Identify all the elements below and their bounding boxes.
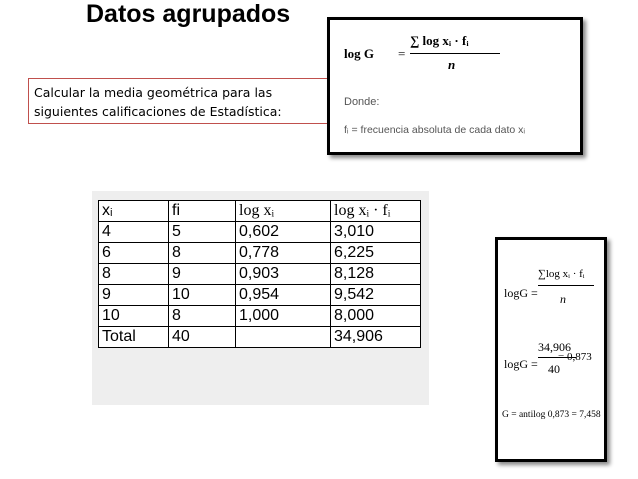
donde-label: Donde: [344, 96, 380, 108]
cell-log-xi: 0,602 [236, 222, 331, 243]
calc-result-2: = 0,873 [558, 351, 592, 363]
cell-xi: 4 [99, 222, 169, 243]
calc-lhs-1: logG = [504, 286, 538, 300]
cell-log-xi-fi: 3,010 [331, 222, 421, 243]
fraction-bar [410, 53, 500, 54]
data-table [98, 200, 421, 348]
instruction-box: Calcular la media geométrica para las siguientes calificaciones de Estadística: [28, 78, 328, 124]
header-fi: fi [169, 201, 236, 222]
formula-box [327, 17, 583, 155]
table-row [99, 264, 421, 285]
cell-log-xi-fi: 8,128 [331, 264, 421, 285]
cell-total-empty [236, 327, 331, 348]
cell-log-xi: 0,954 [236, 285, 331, 306]
header-log-xi-fi: log xᵢ · fᵢ [331, 201, 421, 222]
calc-fraction-bar-1 [538, 285, 594, 286]
cell-fi: 10 [169, 285, 236, 306]
calc-denominator-1: n [560, 292, 566, 306]
cell-xi: 9 [99, 285, 169, 306]
cell-log-xi: 0,903 [236, 264, 331, 285]
calculation-box [495, 237, 607, 462]
table-row [99, 243, 421, 264]
cell-fi: 5 [169, 222, 236, 243]
cell-xi: 6 [99, 243, 169, 264]
cell-xi: 10 [99, 306, 169, 327]
formula-equals: = [398, 46, 406, 61]
table-row [99, 222, 421, 243]
table-total-row [99, 327, 421, 348]
calc-numerator-1: ∑log xᵢ · fᵢ [538, 268, 585, 280]
data-table-panel [92, 191, 429, 405]
cell-log-xi: 1,000 [236, 306, 331, 327]
fi-definition: fᵢ = frecuencia absoluta de cada dato xᵢ [344, 124, 526, 136]
header-xi: xᵢ [99, 201, 169, 222]
calc-numerator-2: 34,906 [538, 340, 571, 354]
calc-denominator-2: 40 [548, 362, 560, 376]
table-row [99, 306, 421, 327]
header-log-xi: log xᵢ [236, 201, 331, 222]
formula-lhs: log G [344, 46, 374, 61]
cell-total-label: Total [99, 327, 169, 348]
table-header-row [99, 201, 421, 222]
cell-total-fi: 40 [169, 327, 236, 348]
cell-log-xi: 0,778 [236, 243, 331, 264]
cell-xi: 8 [99, 264, 169, 285]
cell-fi: 8 [169, 243, 236, 264]
cell-log-xi-fi: 8,000 [331, 306, 421, 327]
calc-final-result: G = antilog 0,873 = 7,458 [502, 410, 601, 420]
formula-numerator: ∑ log xᵢ · fᵢ [410, 33, 469, 48]
formula-denominator: n [448, 57, 456, 72]
cell-total-log-xi-fi: 34,906 [331, 327, 421, 348]
cell-log-xi-fi: 6,225 [331, 243, 421, 264]
cell-log-xi-fi: 9,542 [331, 285, 421, 306]
cell-fi: 8 [169, 306, 236, 327]
calc-lhs-2: logG = [504, 357, 538, 371]
table-row [99, 285, 421, 306]
slide-title: Datos agrupados [86, 0, 291, 28]
cell-fi: 9 [169, 264, 236, 285]
